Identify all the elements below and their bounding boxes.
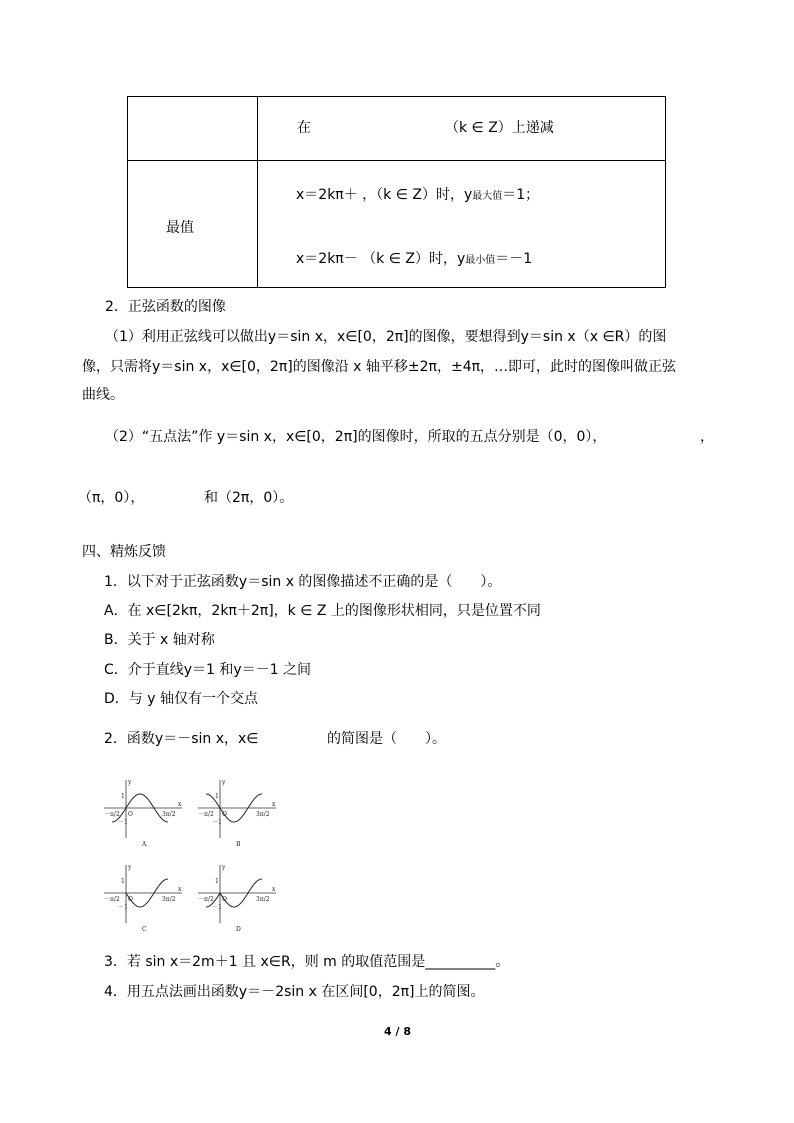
y-tick-bottom: －1 — [118, 819, 128, 826]
q2-stem-a: 2．函数y＝－sin x，x∈ — [104, 731, 259, 747]
section4-heading: 四、精炼反馈 — [82, 544, 166, 560]
x-tick-right: 3π/2 — [256, 811, 270, 818]
graph-b-svg — [196, 776, 280, 850]
y-axis-label: y — [222, 864, 226, 871]
table-label-extreme — [128, 161, 258, 288]
x-tick-right: 3π/2 — [162, 896, 176, 903]
option-letter: A — [142, 841, 147, 848]
y-tick-bottom: －1 — [212, 904, 222, 911]
extreme-label: 最值 — [166, 219, 194, 236]
q1-option-a: A．在 x∈[2kπ，2kπ＋2π]，k ∈ Z 上的图像形状相同，只是位置不同 — [104, 603, 541, 619]
p2-line2-a: （π，0）， — [78, 490, 145, 506]
y-tick-bottom: －1 — [212, 819, 222, 826]
x-axis-label: x — [272, 886, 276, 893]
table-cell-monotonic — [258, 97, 666, 161]
max-value-line: x＝2kπ＋ ，（k ∈ Z）时，y最大值＝1； — [296, 186, 540, 203]
q3-answer-blank: __________ — [425, 954, 496, 970]
option-letter: D — [236, 926, 241, 933]
monotonic-text-left: 在 — [297, 119, 311, 136]
x-axis-label: x — [178, 886, 182, 893]
x-tick-right: 3π/2 — [256, 896, 270, 903]
y-axis-label: y — [128, 779, 132, 786]
option-letter: C — [142, 926, 147, 933]
p2-line1: （2）“五点法”作 y＝sin x，x∈[0，2π]的图像时，所取的五点分别是（0，0）， — [105, 429, 607, 445]
graph-d-svg — [196, 861, 280, 935]
p1-line3: 曲线。 — [82, 387, 124, 403]
origin-label: O — [128, 896, 133, 903]
x-tick-left: －π/2 — [104, 811, 120, 818]
monotonic-text-right: （k ∈ Z）上递减 — [445, 119, 554, 136]
x-tick-left: －π/2 — [198, 896, 214, 903]
graph-c — [102, 861, 186, 935]
q4-stem: 4．用五点法画出函数y＝－2sin x 在区间[0，2π]上的简图。 — [104, 984, 485, 1000]
origin-label: O — [222, 896, 227, 903]
y-axis-label: y — [222, 779, 226, 786]
q1-option-c: C．介于直线y＝1 和y＝－1 之间 — [104, 662, 312, 678]
y-tick-top: 1 — [215, 878, 219, 885]
p2-line2-b: 和（2π，0）。 — [204, 490, 294, 506]
y-tick-top: 1 — [215, 793, 219, 800]
section2-heading: 2．正弦函数的图像 — [105, 299, 226, 315]
x-axis-label: x — [178, 801, 182, 808]
p2-comma: ， — [700, 429, 714, 445]
y-tick-top: 1 — [121, 878, 125, 885]
property-table — [127, 96, 666, 288]
p1-line2: 像，只需将y＝sin x，x∈[0，2π]的图像沿 x 轴平移±2π，±4π，…即可，此时的图像叫做正弦 — [82, 359, 677, 375]
x-tick-left: －π/2 — [198, 811, 214, 818]
x-tick-left: －π/2 — [104, 896, 120, 903]
q1-option-d: D．与 y 轴仅有一个交点 — [104, 691, 258, 707]
y-tick-bottom: －1 — [118, 904, 128, 911]
table-cell-extreme — [258, 161, 666, 288]
page-number: 4 / 8 — [384, 1025, 411, 1038]
graph-c-svg — [102, 861, 186, 935]
graph-d — [196, 861, 280, 935]
option-letter: B — [236, 841, 241, 848]
p1-line1: （1）利用正弦线可以做出y＝sin x，x∈[0，2π]的图像，要想得到y＝sin x（x ∈R）的图 — [105, 329, 667, 345]
x-tick-right: 3π/2 — [162, 811, 176, 818]
origin-label: O — [222, 811, 227, 818]
graph-a-svg — [102, 776, 186, 850]
origin-label: O — [128, 811, 133, 818]
graph-a — [102, 776, 186, 850]
min-value-line: x＝2kπ－ （k ∈ Z）时，y最小值＝－1 — [296, 250, 533, 267]
q2-stem-b: 的简图是（ ）。 — [327, 731, 446, 747]
graph-b — [196, 776, 280, 850]
q3-stem: 3．若 sin x＝2m＋1 且 x∈R，则 m 的取值范围是__________。 — [104, 954, 510, 970]
q1-option-b: B．关于 x 轴对称 — [104, 632, 215, 648]
x-axis-label: x — [272, 801, 276, 808]
q1-stem: 1．以下对于正弦函数y＝sin x 的图像描述不正确的是（ ）。 — [104, 574, 502, 590]
y-axis-label: y — [128, 864, 132, 871]
y-tick-top: 1 — [121, 793, 125, 800]
table-label-empty — [128, 97, 258, 161]
